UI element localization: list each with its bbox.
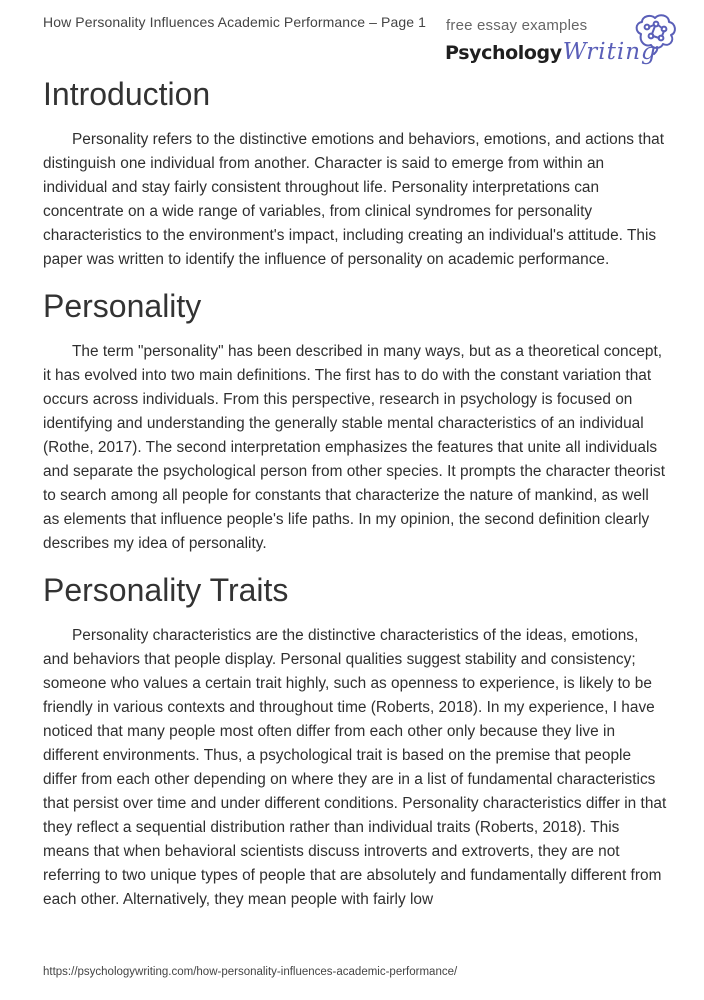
logo-brand-second: Writing [562,39,657,65]
logo-brand-first: Psychology [445,42,562,64]
section-heading: Personality [43,288,202,324]
section-personality-traits [43,568,668,912]
site-logo[interactable] [445,12,685,72]
page-header-title: How Personality Influences Academic Performance – Page 1 [43,14,427,30]
paragraph: The term "personality" has been described in many ways, but as a theoretical concept, it has evolved into two main definitions. The first has to do with the constant variation that occurs across individuals. From this perspective, research in psychology is focused on identifying and understanding the generally stable mental characteristics of an individual (Rothe, 2017). The second interpretation emphasizes the features that unite all individuals and separate the psychological person from other species. It prompts the character theorist to search among all people for constants that characterize the nature of mankind, as well as elements that influence people's life paths. In my opinion, the second definition clearly describes my idea of personality. [43,343,666,552]
logo-tagline: free essay examples [446,17,588,34]
logo-wordmark [445,39,657,65]
paragraph: Personality refers to the distinctive emotions and behaviors, emotions, and actions that distinguish one individual from another. Character is said to emerge from within an individual and stay fairly consistent throughout life. Personality interpretations can concentrate on a wide range of variables, from clinical syndromes for personality characteristics to the environment's impact, including creating an individual's attitude. This paper was written to identify the influence of personality on academic performance. [43,131,665,268]
footer-url-link[interactable]: https://psychologywriting.com/how-personality-influences-academic-performance/ [43,966,458,978]
section-heading: Introduction [43,76,211,112]
paragraph: Personality characteristics are the distinctive characteristics of the ideas, emotions, and behaviors that people display. Personal qualities suggest stability and consistency; someone who values a certain trait highly, such as openness to experience, is likely to be friendly in various contexts and throughout time (Roberts, 2018). In my experience, I have noticed that many people most often differ from each other only because they live in different environments. Thus, a psychological trait is based on the premise that people differ from each other depending on where they are in a list of fundamental characteristics that persist over time and under different conditions. Personality characteristics differ in that they reflect a sequential distribution rather than individual traits (Roberts, 2018). This means that when behavioral scientists discuss introverts and extroverts, they are not referring to two unique types of people that are absolutely and fundamentally different from each other. Alternatively, they mean people with fairly low [43,627,667,908]
section-personality [43,284,668,556]
section-introduction [43,72,668,272]
brain-icon [631,12,679,56]
document-content [43,72,668,924]
section-heading: Personality Traits [43,572,289,608]
